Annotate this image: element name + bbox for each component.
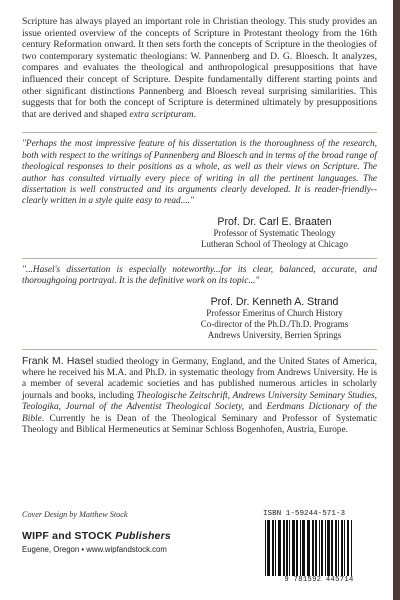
cover-footer: [22, 510, 377, 590]
barcode-bar: [335, 520, 337, 576]
endorser-name: Prof. Dr. Kenneth A. Strand: [210, 295, 339, 308]
barcode-bar: [267, 520, 270, 576]
endorsement-quote-1: "Perhaps the most impressive feature of his dissertation is the thoroughness of the research, both with respect to the writings of Pannenberg and Bloesch and in terms of the broad range of theological responses to their positions as a whole, as well as their views on Scripture. The author has consulted virtually every piece of writing in all the pertinent languages. The dissertation is well constructed and its arguments clearly developed. It is reader-friendly--clearly written in a style quite easy to read....": [22, 139, 377, 207]
bio-dictionary: Eerdmans Dictionary of the Bible: [22, 402, 377, 424]
barcode-bar: [351, 520, 352, 576]
barcode-bar: [315, 520, 317, 576]
barcode-bar: [325, 520, 326, 576]
barcode-bar: [302, 520, 305, 576]
barcode-digits: 9 781592 445714: [284, 576, 354, 584]
barcode-bar: [286, 520, 288, 576]
barcode-bar: [292, 520, 295, 576]
divider: [22, 258, 377, 259]
bio-connector: and: [244, 402, 267, 413]
barcode-bar: [338, 520, 339, 576]
endorsement-attribution-1: [172, 216, 377, 250]
barcode-bar: [283, 520, 285, 576]
barcode-bar: [341, 520, 343, 576]
barcode-bar: [344, 520, 345, 576]
publisher-name: WIPF and STOCK: [22, 530, 113, 542]
barcode-bar: [275, 520, 276, 576]
barcode-bar: [331, 520, 333, 576]
bio-text-end: . Currently he is Dean of the Theological Seminary and Professor of Systematic Theology and Biblical Hermeneutics at Seminar Schloss Bogenhofen, Austria, Europe.: [22, 413, 377, 436]
barcode-bar: [312, 520, 314, 576]
endorser-institution: Lutheran School of Theology at Chicago: [200, 238, 349, 249]
summary-emphasis: extra scripturam: [129, 108, 194, 120]
barcode-bar: [272, 520, 274, 576]
barcode-bar: [300, 520, 301, 576]
endorser-title: Professor Emeritus of Church History: [206, 307, 343, 318]
summary-end: .: [193, 108, 196, 120]
barcode-bar: [321, 520, 323, 576]
book-summary: [22, 16, 377, 120]
cover-design-credit: Cover Design by Matthew Stock: [22, 510, 128, 519]
barcode-bar: [289, 520, 290, 576]
publisher-suffix: Publishers: [115, 530, 171, 542]
isbn-label: ISBN 1-59244-571-3: [263, 510, 346, 518]
publisher-address: Eugene, Oregon • www.wipfandstock.com: [22, 545, 167, 554]
author-name: Frank M. Hasel: [22, 355, 94, 367]
summary-text: Scripture has always played an important role in Christian theology. This study provides an issue oriented overview of the concepts of Scripture in Protestant theology from the 16th century Reformation onward. It then sets forth the concepts of Scripture in the theologies of two contemporary systematic theologians: W. Pannenberg and D. G. Bloesch. It analyzes, compares and evaluates the theological and anthropological presuppositions that have influenced their concept of Scripture. Despite fundamentally different starting points and other significant distinctions Pannenberg and Bloesch reveal surprising similarities. This suggests that for both the concept of Scripture is determined ultimately by presuppositions that are derived and shaped: [22, 16, 377, 120]
barcode-bar: [327, 520, 330, 576]
barcode-bar: [319, 520, 320, 576]
publisher-logo: [22, 530, 171, 542]
cover-edge-strip: [393, 0, 400, 600]
endorser-title: Professor of Systematic Theology: [213, 227, 336, 238]
endorser-role: Co-director of the Ph.D./Th.D. Programs: [200, 318, 349, 329]
divider: [22, 132, 377, 133]
author-bio: [22, 356, 377, 437]
barcode-bar: [265, 520, 266, 576]
barcode-bar: [278, 520, 281, 576]
endorser-institution: Andrews University, Berrien Springs: [207, 329, 342, 340]
barcode-bar: [307, 520, 310, 576]
endorsement-attribution-2: [172, 296, 377, 341]
barcode-bar: [296, 520, 298, 576]
bio-text: studied theology in Germany, England, and the United States of America, where he received his M.A. and Ph.D. in systematic theology from Andrews University. He is a member of several academic societies and has published numerous articles in scholarly journals and books, including: [22, 356, 377, 401]
endorser-name: Prof. Dr. Carl E. Braaten: [217, 215, 332, 228]
barcode-bar: [347, 520, 349, 576]
divider: [22, 349, 377, 350]
back-cover-text: [22, 16, 377, 436]
endorsement-quote-2: "...Hasel's dissertation is especially noteworthy...for its clear, balanced, accurate, and thoroughgoing portrayal. It is the definitive work on its topic...": [22, 264, 377, 287]
bio-journals: Theologische Zeitschrift, Andrews University Seminary Studies, Teologika, Journal of the Adventist Theological Society,: [22, 390, 377, 413]
barcode: [263, 520, 375, 576]
